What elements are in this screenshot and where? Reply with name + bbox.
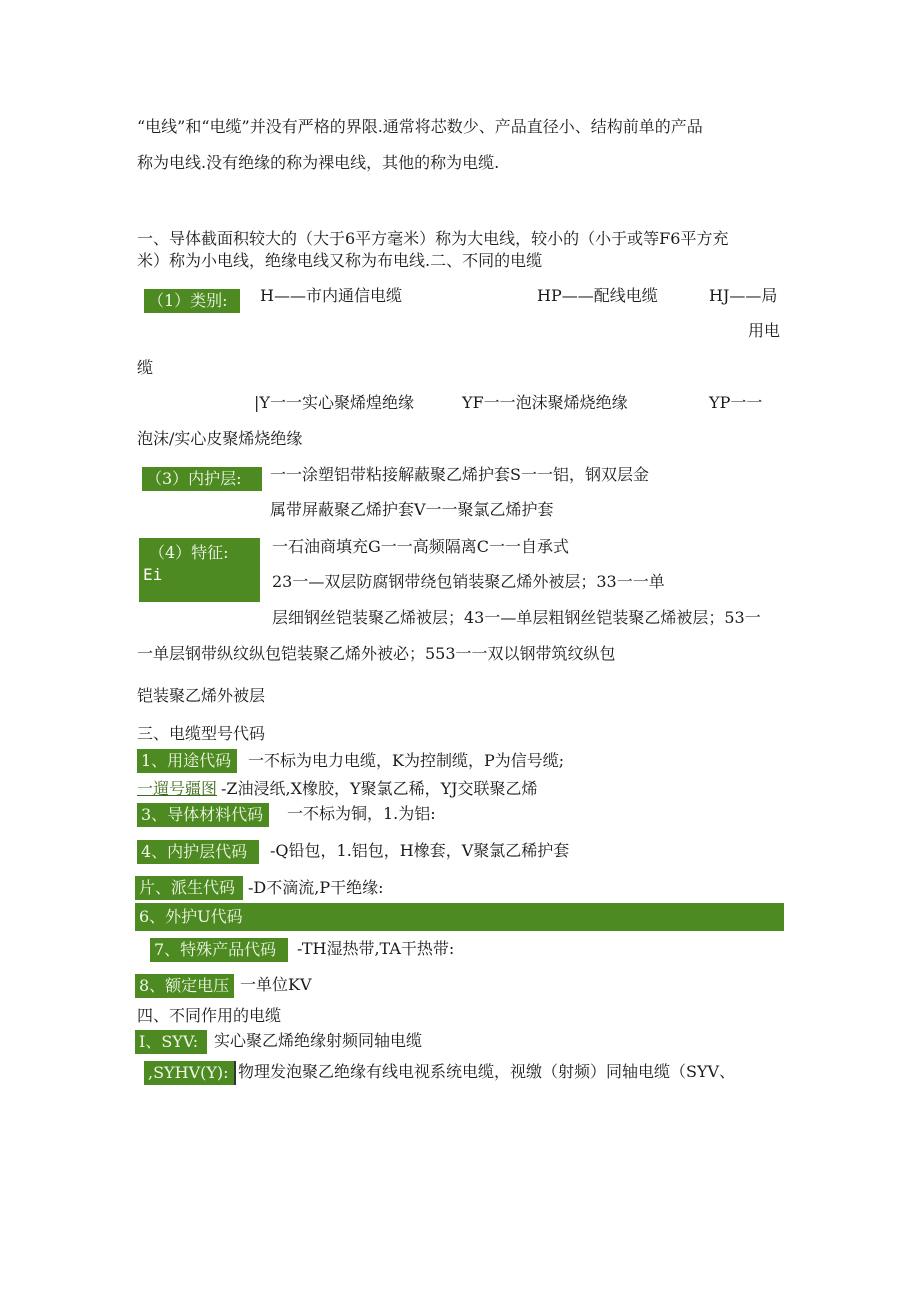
section3-title: 三、电缆型号代码 <box>137 724 266 743</box>
syv-label: I、SYV: <box>135 1030 207 1054</box>
code-insulation-text: -Z油浸纸,X橡胶，Y聚氯乙稀，YJ交联聚乙烯 <box>221 779 538 798</box>
code-special-label: 7、特殊产品代码 <box>150 938 288 962</box>
inner-sheath-line-1: 一一涂塑铝带粘接解蔽聚乙烯护套S一一铝，钢双层金 <box>270 465 649 484</box>
code-conductor-label: 3、导体材料代码 <box>137 803 269 827</box>
category-item-hj: HJ——局 <box>709 286 778 305</box>
insulation-item-yp: YP一一 <box>709 393 763 412</box>
feature-label-2: Ei <box>143 565 163 584</box>
code-usage-label: 1、用途代码 <box>137 749 237 773</box>
syv-text: 实心聚乙烯绝缘射频同轴电缆 <box>214 1031 423 1050</box>
insulation-item-y: |Y一一实心聚烯煌绝缘 <box>254 393 414 412</box>
feature-label: （4）特征: <box>149 543 229 562</box>
intro-line-1: “电线”和“电缆”并没有严格的界限.通常将芯数少、产品直径小、结构前单的产品 <box>137 117 703 136</box>
code-voltage-text: 一单位KV <box>240 975 312 994</box>
section4-title: 四、不同作用的电缆 <box>137 1006 282 1025</box>
category-cont-2: 缆 <box>137 358 154 377</box>
section1-line-2: 米）称为小电线，绝缘电线又称为布电线.二、不同的电缆 <box>137 251 543 270</box>
code-derived-label: 片、派生代码 <box>135 876 243 900</box>
feature-line-4: 一单层钢带纵纹纵包铠装聚乙烯外被必；553一一双以钢带筑纹纵包 <box>137 644 616 663</box>
inner-sheath-label: （3）内护层: <box>142 467 262 491</box>
category-item-hp: HP——配线电缆 <box>537 286 658 305</box>
category-cont-1: 用电 <box>748 321 781 340</box>
code-conductor-text: 一不标为铜，1.为铝: <box>287 804 436 823</box>
syhv-text: 物理发泡聚乙绝缘有线电视系统电缆，视缴（射频）同轴电缆（SYV、 <box>238 1062 736 1081</box>
syhv-label: ,SYHV(Y): <box>144 1061 236 1085</box>
insulation-line-2: 泡沫/实心皮聚烯烧绝缘 <box>137 429 303 448</box>
code-derived-text: -D不滴流,P干绝缘: <box>248 878 384 897</box>
feature-label-box <box>139 538 260 602</box>
code-usage-text: 一不标为电力电缆，K为控制缆，P为信号缆; <box>248 751 565 770</box>
code-outer-sheath-bar: 6、外护U代码 <box>135 903 784 931</box>
category-item-h: H——市内通信电缆 <box>260 286 402 305</box>
feature-line-2: 23一—双层防腐钢带绕包销装聚乙烯外被层；33一一单 <box>272 572 665 591</box>
insulation-item-yf: YF一一泡沫聚烯烧绝缘 <box>462 393 628 412</box>
category-label: （1）类别: <box>144 289 240 313</box>
feature-line-1: 一石油商填充G一一高频隔离C一一自承式 <box>272 537 570 556</box>
code-inner-sheath-text: -Q铅包，1.铝包，H橡套，V聚氯乙稀护套 <box>270 841 570 860</box>
code-special-text: -TH湿热带,TA干热带: <box>297 939 455 958</box>
feature-line-3: 层细钢丝铠装聚乙烯被层；43一—单层粗钢丝铠装聚乙烯被层；53一 <box>272 608 761 627</box>
code-voltage-label: 8、额定电压 <box>135 974 234 998</box>
code-inner-sheath-label: 4、内护层代码 <box>137 840 259 864</box>
feature-line-5: 铠装聚乙烯外被层 <box>137 686 266 705</box>
section1-line-1: 一、导体截面积较大的（大于6平方毫米）称为大电线，较小的（小于或等F6平方充 <box>137 229 729 248</box>
intro-line-2: 称为电线.没有绝缘的称为裸电线，其他的称为电缆. <box>137 153 500 172</box>
inner-sheath-line-2: 属带屏蔽聚乙烯护套V一一聚氯乙烯护套 <box>270 500 554 519</box>
code-insulation-link[interactable]: 一遛号疆图 <box>137 779 218 798</box>
